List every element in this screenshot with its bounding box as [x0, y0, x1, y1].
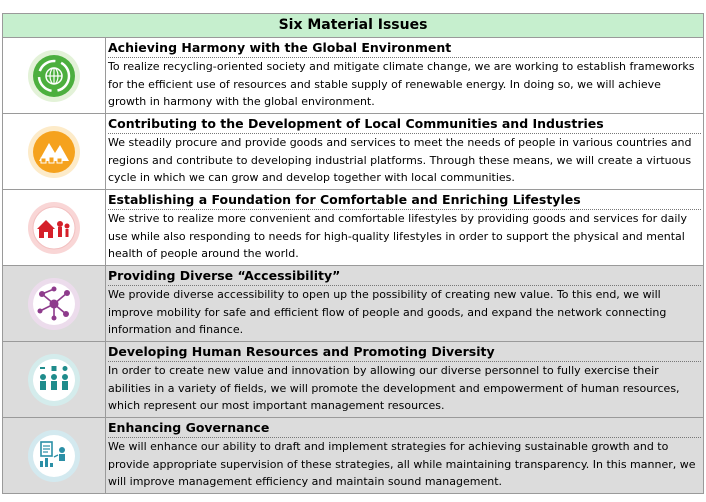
- table-header: Six Material Issues: [3, 14, 703, 38]
- globe-recycle-icon: [27, 49, 81, 103]
- issue-title: Providing Diverse “Accessibility”: [108, 267, 701, 286]
- issue-text: [106, 190, 703, 265]
- issue-row: [3, 266, 703, 342]
- governance-board-icon: [27, 429, 81, 483]
- issue-row: [3, 38, 703, 114]
- issue-text: [106, 418, 703, 493]
- issue-text: [106, 266, 703, 341]
- issue-text: [106, 114, 703, 189]
- mountain-village-icon: [27, 125, 81, 179]
- icon-cell: [3, 418, 106, 493]
- icon-cell: [3, 266, 106, 341]
- issue-body: We strive to realize more convenient and comfortable lifestyles by providing goods and services for daily use while also responding to needs for high-quality lifestyles in order to support the physical and mental health of people around the world.: [108, 212, 687, 260]
- issue-body: We steadily procure and provide goods and services to meet the needs of people in various countries and regions and contribute to developing industrial platforms. Through these means, we will create a virtuous cycle in which we can grow and develop together with local communities.: [108, 136, 692, 184]
- issue-body: In order to create new value and innovation by allowing our diverse personnel to fully exercise their abilities in a variety of fields, we will promote the development and empowerment of human resources, which represent our most important management resources.: [108, 364, 680, 412]
- issue-title: Establishing a Foundation for Comfortable and Enriching Lifestyles: [108, 191, 701, 210]
- material-issues-table: [2, 13, 704, 494]
- icon-cell: [3, 114, 106, 189]
- issue-row: [3, 114, 703, 190]
- issue-row: [3, 342, 703, 418]
- issue-body: We provide diverse accessibility to open up the possibility of creating new value. To this end, we will improve mobility for safe and efficient flow of people and goods, and expand the network connecting information and finance.: [108, 288, 667, 336]
- issue-row: [3, 190, 703, 266]
- issue-title: Developing Human Resources and Promoting Diversity: [108, 343, 701, 362]
- issue-body: To realize recycling-oriented society and mitigate climate change, we are working to establish frameworks for the efficient use of resources and stable supply of renewable energy. In doing so, we will achieve growth in harmony with the global environment.: [108, 60, 695, 108]
- issue-title: Enhancing Governance: [108, 419, 701, 438]
- issue-title: Achieving Harmony with the Global Environment: [108, 39, 701, 58]
- icon-cell: [3, 38, 106, 113]
- network-nodes-icon: [27, 277, 81, 331]
- issue-text: [106, 342, 703, 417]
- people-diversity-icon: [27, 353, 81, 407]
- issue-body: We will enhance our ability to draft and implement strategies for achieving sustainable growth and to provide appropriate supervision of these strategies, all while maintaining transparency. In this manner, we will improve management efficiency and maintain sound management.: [108, 440, 696, 488]
- icon-cell: [3, 190, 106, 265]
- house-family-icon: [27, 201, 81, 255]
- issue-row: [3, 418, 703, 493]
- issue-title: Contributing to the Development of Local Communities and Industries: [108, 115, 701, 134]
- issue-text: [106, 38, 703, 113]
- icon-cell: [3, 342, 106, 417]
